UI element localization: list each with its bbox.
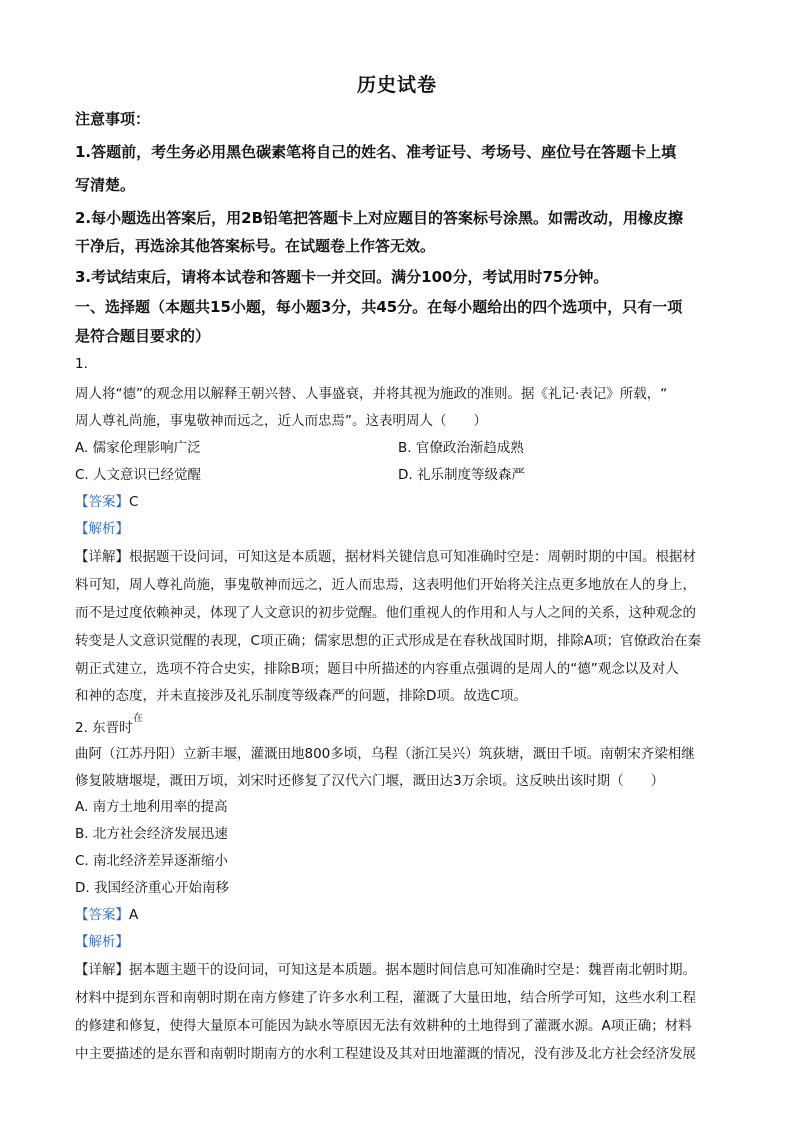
q1-analysis-label: 【解析】	[75, 521, 129, 537]
q2-answer-row	[75, 903, 725, 923]
q1-number: 1.	[75, 356, 88, 372]
q2-detail-line: 中主要描述的是东晋和南朝时期南方的水利工程建设及其对田地灌溉的情况，没有涉及北方社会经济发展	[75, 1046, 696, 1062]
q2-superscript: 在	[133, 713, 143, 724]
answer-label: 【答案】	[75, 907, 129, 923]
q1-detail-line: 而不是过度依赖神灵，体现了人文意识的初步觉醒。他们重视人的作用和人与人之间的关系，这种观念的	[75, 605, 696, 621]
q2-stem-line: 曲阿（江苏丹阳）立新丰堰，灌溉田地800多顷，乌程（浙江吴兴）筑荻塘，溉田千顷。南朝宋齐梁相继	[75, 746, 695, 762]
q2-analysis-label: 【解析】	[75, 934, 129, 950]
q1-option-c: C. 人文意识已经觉醒	[75, 467, 202, 483]
q2-detail-line: 材料中提到东晋和南朝时期在南方修建了许多水利工程，灌溉了大量田地，结合所学可知，这些水利工程	[75, 990, 696, 1006]
q2-option-b: B. 北方社会经济发展迅速	[75, 826, 228, 842]
q1-answer-row	[75, 490, 725, 510]
q1-detail-line: 和神的态度，并未直接涉及礼乐制度等级森严的问题，排除D项。故选C项。	[75, 688, 527, 704]
q1-stem-line: 周人尊礼尚施，事鬼敬神而远之，近人而忠焉”。这表明周人（ ）	[75, 413, 487, 429]
section-heading: 一、选择题（本题共15小题，每小题3分，共45分。在每小题给出的四个选项中，只有一项	[75, 298, 683, 316]
q1-detail-line: 朝正式建立，选项不符合史实，排除B项；题目中所描述的内容重点强调的是周人的“德”观念以及对人	[75, 661, 679, 677]
notice-line: 干净后，再选涂其他答案标号。在试题卷上作答无效。	[75, 237, 436, 255]
section-heading: 是符合题目要求的）	[75, 327, 211, 345]
q2-stem-line: 修复陂塘堰堤，溉田万顷，刘宋时还修复了汉代六门堰，溉田达3万余顷。这反映出该时期（ ）	[75, 773, 665, 789]
answer-label: 【答案】	[75, 494, 129, 510]
q1-detail-line: 【详解】根据题干设问词，可知这是本质题，据材料关键信息可知准确时空是：周朝时期的中国。根据材	[75, 549, 696, 565]
q1-option-a: A. 儒家伦理影响广泛	[75, 440, 201, 456]
q1-option-b: B. 官僚政治渐趋成熟	[398, 440, 524, 456]
notice-heading: 注意事项：	[75, 110, 151, 128]
q1-stem-line: 周人将“德”的观念用以解释王朝兴替、人事盛衰，并将其视为施政的准则。据《礼记·表记》所载，“	[75, 386, 668, 402]
q2-option-d: D. 我国经济重心开始南移	[75, 880, 229, 896]
q2-detail-line: 【详解】据本题主题干的设问词，可知这是本质题。据本题时间信息可知准确时空是：魏晋南北朝时期。	[75, 962, 696, 978]
notice-line: 3.考试结束后，请将本试卷和答题卡一并交回。满分100分，考试用时75分钟。	[75, 268, 609, 286]
notice-line: 2.每小题选出答案后，用2B铅笔把答题卡上对应题目的答案标号涂黑。如需改动，用橡皮擦	[75, 209, 684, 227]
notice-line: 1.答题前，考生务必用黑色碳素笔将自己的姓名、准考证号、考场号、座位号在答题卡上填	[75, 143, 677, 161]
exam-title: 历史试卷	[356, 74, 437, 96]
q2-number: 2. 东晋时	[75, 720, 133, 736]
q1-answer: C	[129, 494, 139, 510]
q1-detail-line: 料可知，周人尊礼尚施，事鬼敬神而远之，近人而忠焉，这表明他们开始将关注点更多地放在人的身上，	[75, 577, 696, 593]
q2-answer: A	[129, 907, 139, 923]
q1-option-d: D. 礼乐制度等级森严	[398, 467, 525, 483]
q2-option-c: C. 南北经济差异逐渐缩小	[75, 853, 229, 869]
q2-detail-line: 的修建和修复，使得大量原本可能因为缺水等原因无法有效耕种的土地得到了灌溉水源。A项正确；材料	[75, 1018, 692, 1034]
notice-line: 写清楚。	[75, 176, 136, 194]
q1-detail-line: 转变是人文意识觉醒的表现，C项正确；儒家思想的正式形成是在春秋战国时期，排除A项；官僚政治在秦	[75, 633, 702, 649]
q2-option-a: A. 南方土地利用率的提高	[75, 799, 228, 815]
